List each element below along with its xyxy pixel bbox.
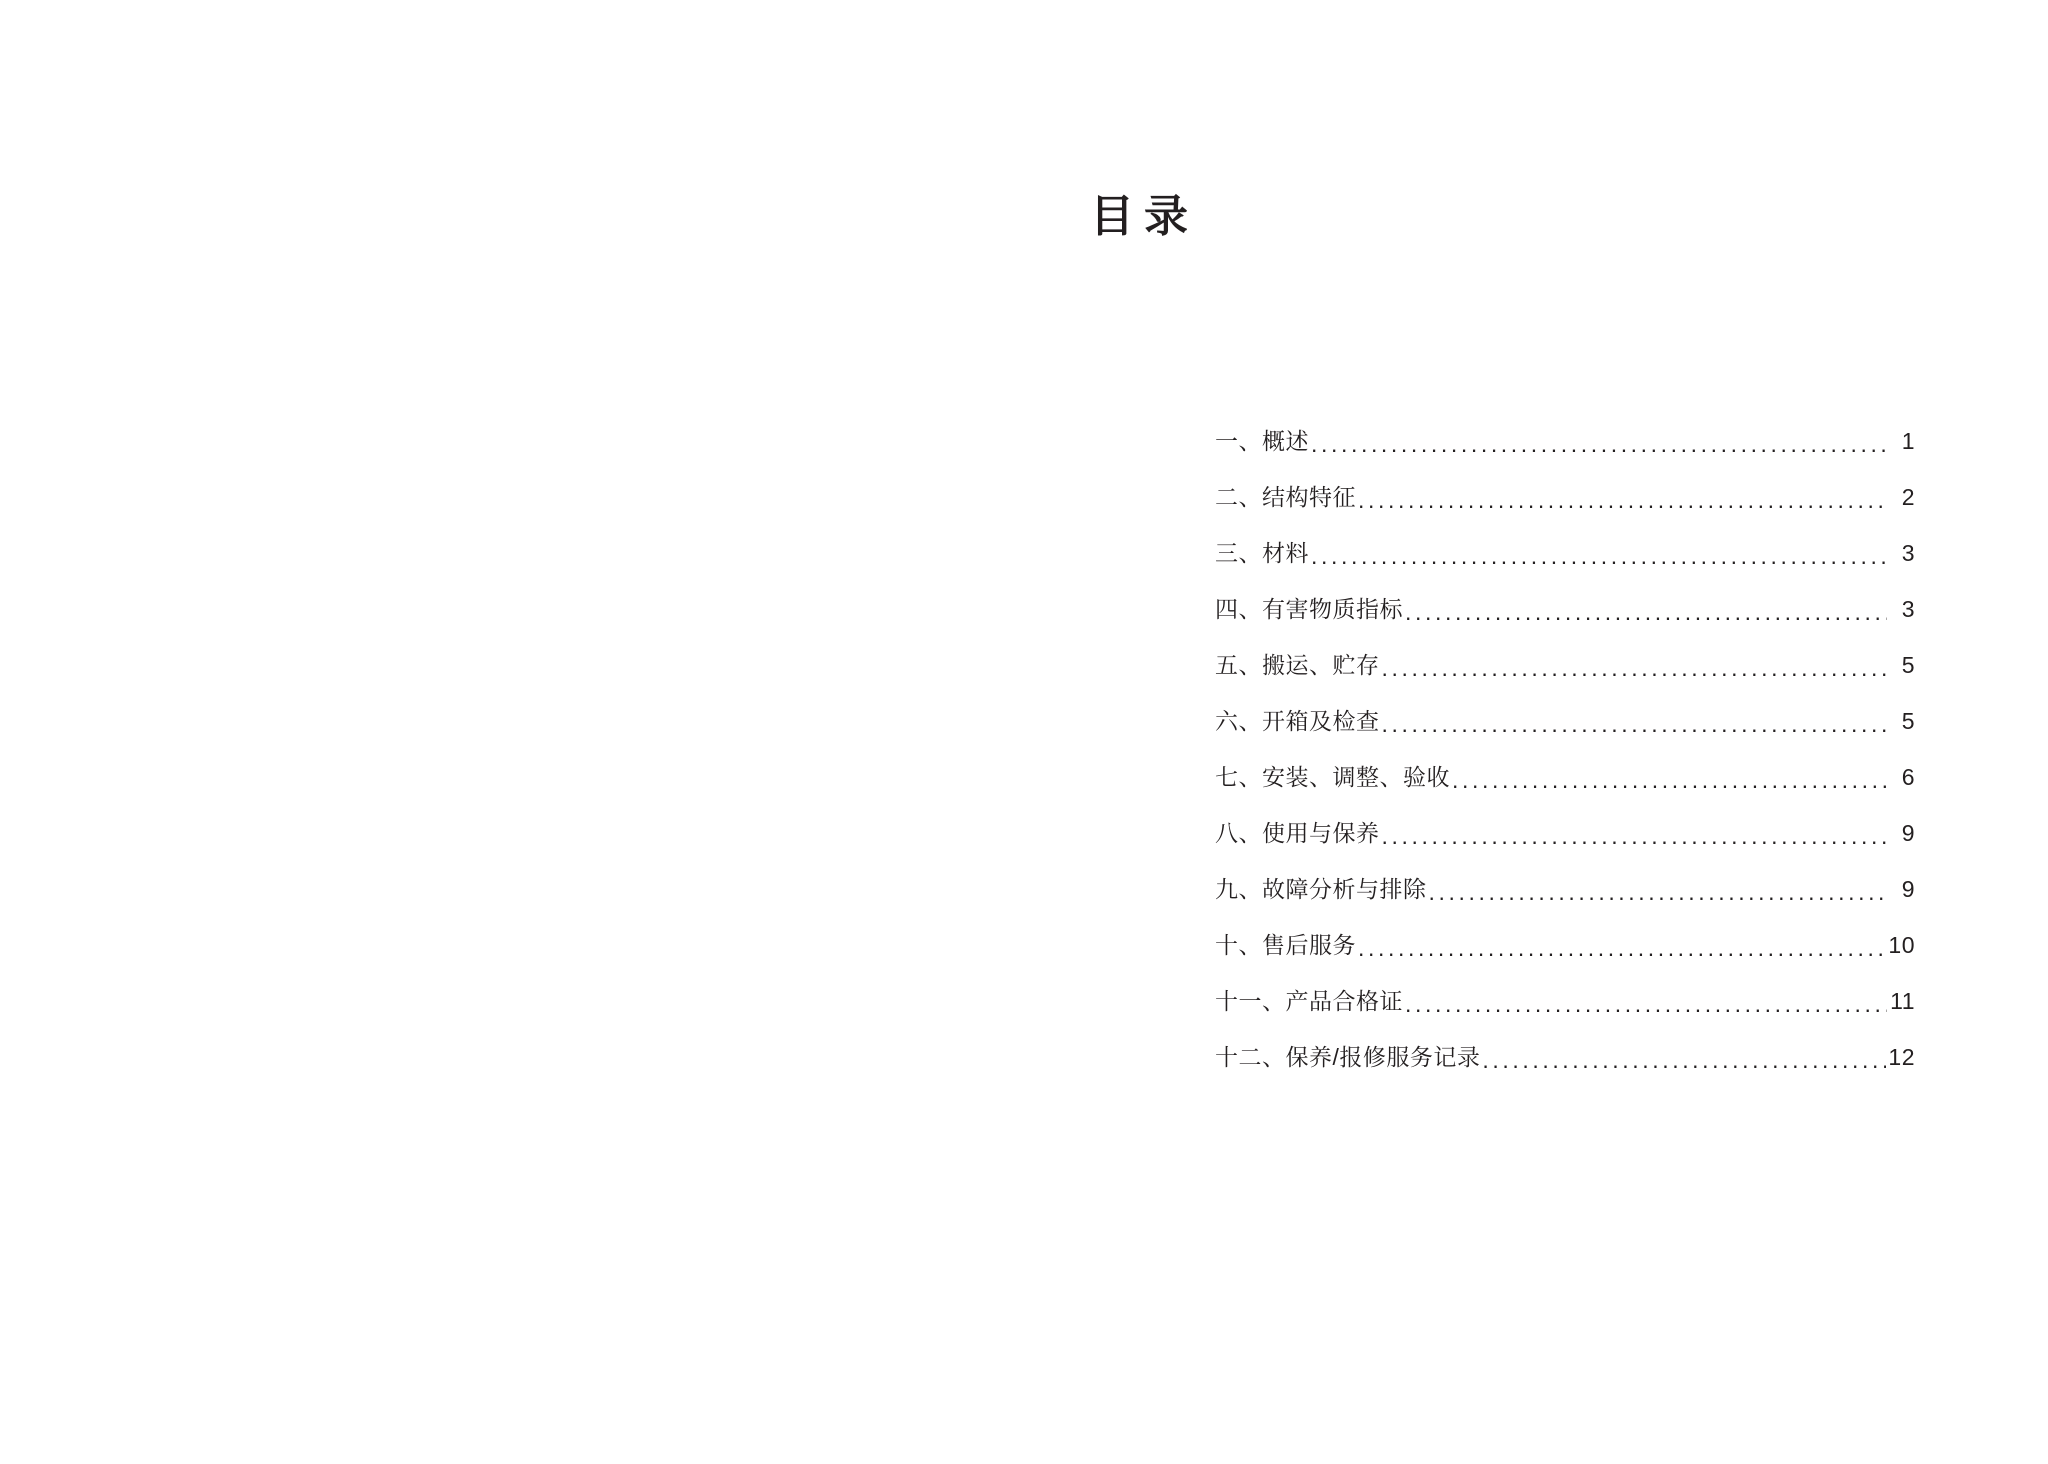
toc-entry[interactable] bbox=[1215, 960, 1915, 1016]
toc-entry[interactable] bbox=[1215, 512, 1915, 568]
toc-entry-page: 12 bbox=[1888, 1044, 1915, 1071]
toc-entry[interactable] bbox=[1215, 680, 1915, 736]
toc-entry-label: 九、故障分析与排除 bbox=[1215, 876, 1427, 903]
toc-entry[interactable] bbox=[1215, 904, 1915, 960]
table-of-contents bbox=[1215, 400, 1915, 1072]
toc-entry-label: 三、材料 bbox=[1215, 540, 1309, 567]
toc-entry-page: 5 bbox=[1901, 652, 1915, 679]
toc-entry[interactable] bbox=[1215, 1016, 1915, 1072]
toc-entry-label: 一、概述 bbox=[1215, 428, 1309, 455]
dot-leader bbox=[1382, 714, 1888, 734]
toc-entry[interactable] bbox=[1215, 624, 1915, 680]
toc-entry-label: 六、开箱及检查 bbox=[1215, 708, 1380, 735]
dot-leader bbox=[1452, 770, 1887, 790]
toc-entry-page: 2 bbox=[1901, 484, 1915, 511]
dot-leader bbox=[1382, 658, 1888, 678]
dot-leader bbox=[1482, 1050, 1886, 1070]
toc-entry[interactable] bbox=[1215, 792, 1915, 848]
toc-entry-page: 10 bbox=[1888, 932, 1915, 959]
toc-entry-page: 1 bbox=[1901, 428, 1915, 455]
toc-entry-label: 四、有害物质指标 bbox=[1215, 596, 1403, 623]
toc-entry-page: 11 bbox=[1890, 988, 1915, 1015]
toc-entry[interactable] bbox=[1215, 736, 1915, 792]
toc-entry-label: 七、安装、调整、验收 bbox=[1215, 764, 1450, 791]
toc-entry-page: 9 bbox=[1901, 820, 1915, 847]
dot-leader bbox=[1405, 994, 1887, 1014]
toc-entry[interactable] bbox=[1215, 400, 1915, 456]
toc-entry-label: 八、使用与保养 bbox=[1215, 820, 1380, 847]
toc-entry[interactable] bbox=[1215, 568, 1915, 624]
toc-entry-label: 二、结构特征 bbox=[1215, 484, 1356, 511]
toc-entry[interactable] bbox=[1215, 848, 1915, 904]
dot-leader bbox=[1311, 546, 1887, 566]
toc-entry-page: 3 bbox=[1901, 540, 1915, 567]
toc-entry-label: 五、搬运、贮存 bbox=[1215, 652, 1380, 679]
dot-leader bbox=[1382, 826, 1888, 846]
toc-entry-label: 十一、产品合格证 bbox=[1215, 988, 1403, 1015]
dot-leader bbox=[1405, 602, 1887, 622]
toc-entry-label: 十、售后服务 bbox=[1215, 932, 1356, 959]
toc-entry-label: 十二、保养/报修服务记录 bbox=[1215, 1044, 1481, 1071]
page-title: 目录 bbox=[1090, 192, 1198, 241]
dot-leader bbox=[1429, 882, 1888, 902]
toc-entry[interactable] bbox=[1215, 456, 1915, 512]
toc-entry-page: 5 bbox=[1901, 708, 1915, 735]
dot-leader bbox=[1358, 938, 1886, 958]
dot-leader bbox=[1311, 434, 1887, 454]
dot-leader bbox=[1358, 490, 1887, 510]
toc-entry-page: 9 bbox=[1901, 876, 1915, 903]
toc-entry-page: 6 bbox=[1901, 764, 1915, 791]
toc-entry-page: 3 bbox=[1901, 596, 1915, 623]
